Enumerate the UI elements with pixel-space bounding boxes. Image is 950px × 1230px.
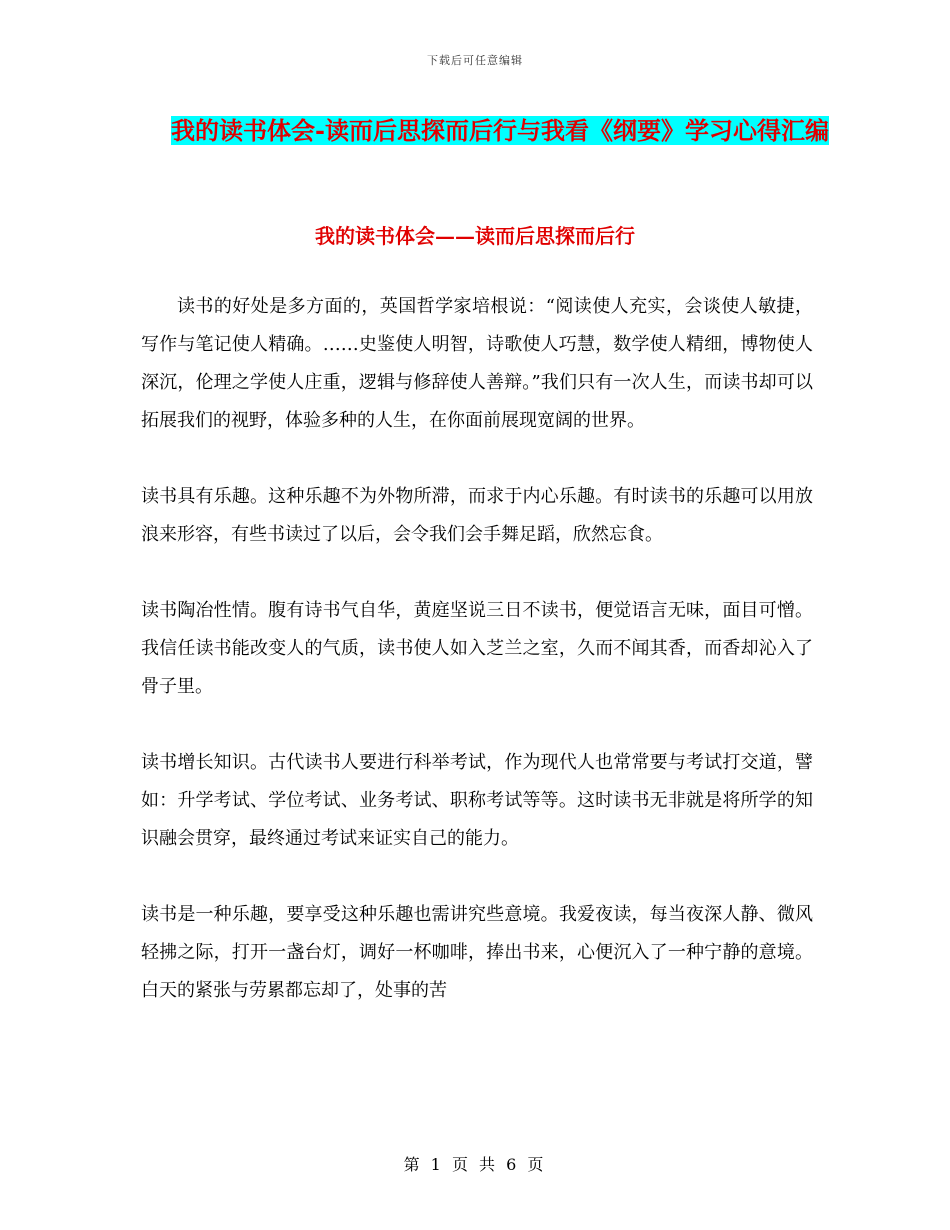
- section-title: 我的读书体会——读而后思探而后行: [315, 224, 635, 248]
- body-text: [141, 288, 813, 1048]
- header-note: 下载后可任意编辑: [427, 54, 523, 67]
- paragraph: 读书的好处是多方面的，英国哲学家培根说：“阅读使人充实，会谈使人敏捷，写作与笔记使人精确。……史鉴使人明智，诗歌使人巧慧，数学使人精细，博物使人深沉，伦理之学使人庄重，逻辑与修辞使人善辩。”我们只有一次人生，而读书却可以拓展我们的视野，体验多种的人生，在你面前展现宽阔的世界。: [141, 296, 813, 431]
- paragraph: 读书具有乐趣。这种乐趣不为外物所滞，而求于内心乐趣。有时读书的乐趣可以用放浪来形容，有些书读过了以后，会令我们会手舞足蹈，欣然忘食。: [141, 486, 813, 545]
- page-number: 第 1 页 共 6 页: [403, 1155, 547, 1174]
- document-title: [140, 108, 860, 154]
- paragraph: 读书是一种乐趣，要享受这种乐趣也需讲究些意境。我爱夜读，每当夜深人静、微风轻拂之际，打开一盏台灯，调好一杯咖啡，捧出书来，心便沉入了一种宁静的意境。白天的紧张与劳累都忘却了，处事的苦: [141, 904, 813, 1001]
- document-title-text: 我的读书体会-读而后思探而后行与我看《纲要》学习心得汇编: [171, 116, 829, 145]
- paragraph: 读书增长知识。古代读书人要进行科举考试，作为现代人也常常要与考试打交道，譬如：升学考试、学位考试、业务考试、职称考试等等。这时读书无非就是将所学的知识融会贯穿，最终通过考试来证实自己的能力。: [141, 752, 813, 849]
- paragraph: 读书陶冶性情。腹有诗书气自华，黄庭坚说三日不读书，便觉语言无味，面目可憎。我信任读书能改变人的气质，读书使人如入芝兰之室，久而不闻其香，而香却沁入了骨子里。: [141, 600, 813, 697]
